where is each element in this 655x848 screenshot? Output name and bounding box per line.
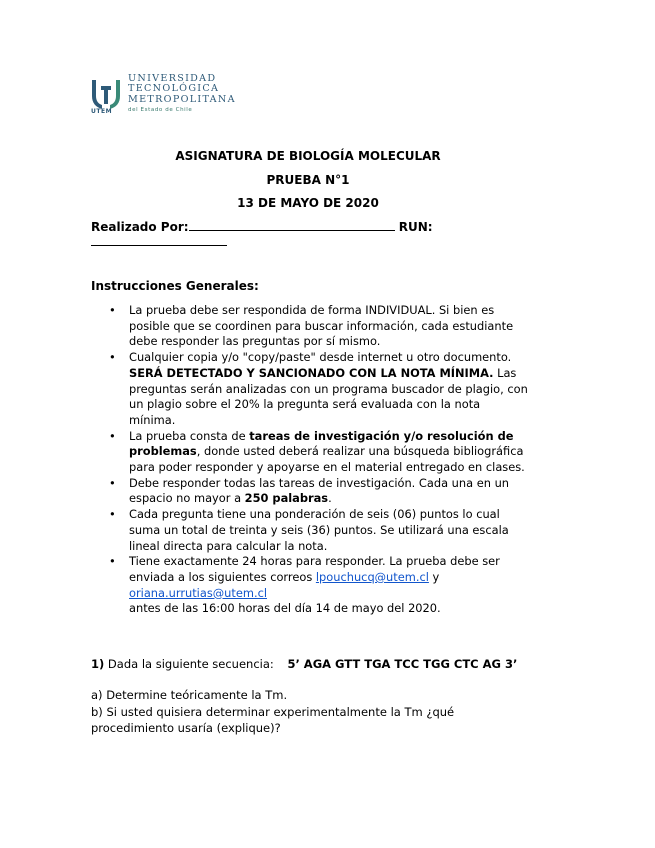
question-prompt: Dada la siguiente secuencia: — [107, 657, 274, 671]
instructions-list — [129, 303, 529, 617]
test-title: PRUEBA N°1 — [266, 173, 350, 187]
realizado-blank[interactable] — [189, 218, 395, 231]
list-item: • Cualquier copia y/o "copy/paste" desde internet u otro documento. SERÁ DETECTADO Y SANCIONADO CON LA NOTA MÍNIMA. Las preguntas serán analizadas con un programa buscador de plagio, con un plagio sobre el 20% la pregunta será evaluada con la nota mínima. — [129, 350, 529, 429]
question-1b: b) Si usted quisiera determinar experimentalmente la Tm ¿qué procedimiento usaría (explique)? — [91, 705, 455, 735]
list-item: • Cada pregunta tiene una ponderación de seis (06) puntos lo cual suma un total de treinta y seis (36) puntos. Se utilizará una escala lineal directa para calcular la nota. — [129, 507, 529, 554]
instructions-title: Instrucciones Generales: — [91, 279, 259, 293]
run-blank[interactable] — [91, 245, 227, 246]
question-1a: a) Determine teóricamente la Tm. — [91, 688, 288, 702]
dna-sequence: 5’ AGA GTT TGA TCC TGG CTC AG 3’ — [287, 657, 518, 671]
email-link-2[interactable]: oriana.urrutias@utem.cl — [129, 585, 267, 600]
university-logo — [90, 74, 260, 118]
logo-tagline: del Estado de Chile — [128, 107, 193, 113]
list-item: • La prueba consta de tareas de investigación y/o resolución de problemas, donde usted deberá realizar una búsqueda bibliográfica para poder responder y apoyarse en el material entregado en clases. — [129, 429, 529, 476]
test-date: 13 DE MAYO DE 2020 — [237, 196, 379, 210]
student-info-line — [91, 218, 433, 234]
run-label: RUN: — [398, 220, 433, 234]
list-item: • Tiene exactamente 24 horas para responder. La prueba debe ser enviada a los siguientes correos lpouchucq@utem.cl y oriana.urrutias@utem.cl antes de las 16:00 horas del día 14 de mayo del 2020. — [129, 554, 529, 617]
logo-wordmark: UNIVERSIDAD TECNOLÓGICA METROPOLITANA — [128, 73, 236, 105]
subject-title: ASIGNATURA DE BIOLOGÍA MOLECULAR — [175, 149, 441, 163]
logo-abbrev: UTEM — [91, 108, 113, 115]
realizado-label: Realizado Por: — [91, 220, 189, 234]
email-link-1[interactable]: lpouchucq@utem.cl — [315, 569, 429, 584]
list-item: • La prueba debe ser respondida de forma INDIVIDUAL. Si bien es posible que se coordinen para buscar información, cada estudiante debe responder las preguntas por sí mismo. — [129, 303, 529, 350]
question-1 — [91, 657, 517, 671]
utem-emblem-icon — [90, 78, 122, 110]
question-number: 1) — [91, 657, 105, 671]
list-item: • Debe responder todas las tareas de investigación. Cada una en un espacio no mayor a 250 palabras. — [129, 476, 529, 507]
